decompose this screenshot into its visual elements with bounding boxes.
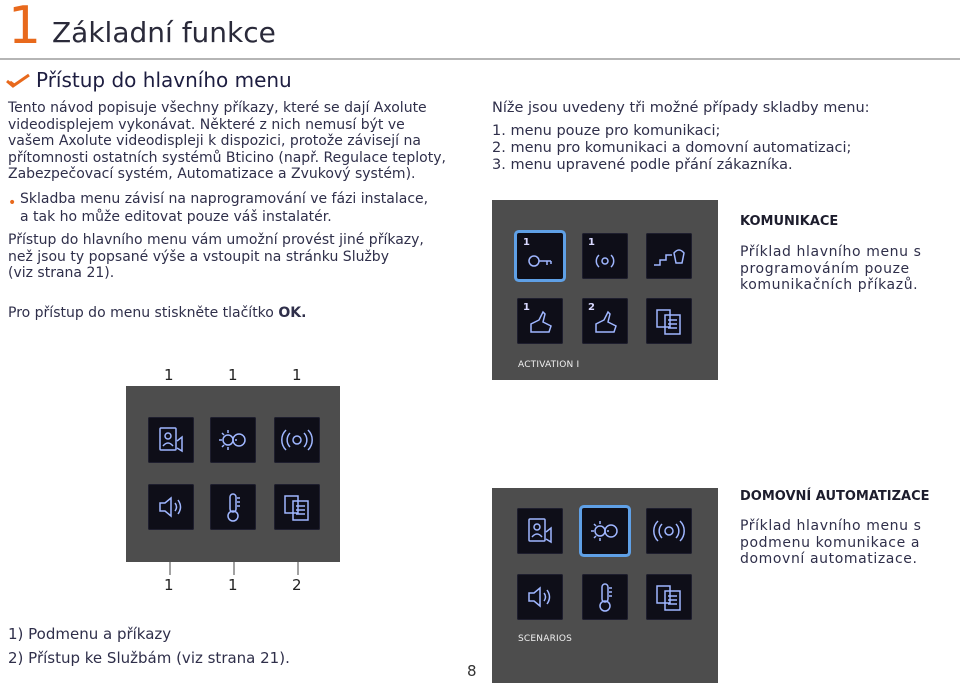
menu-tile-door-entry[interactable]: [517, 233, 563, 279]
callout-number: 2: [292, 576, 302, 594]
menu-tile-contacts[interactable]: [517, 508, 563, 554]
menu-tile-audio[interactable]: [517, 574, 563, 620]
tile-badge: 2: [588, 302, 595, 313]
ok-key: OK.: [278, 305, 307, 321]
tile-badge: 1: [523, 237, 530, 248]
chapter-number: 1: [8, 0, 42, 56]
tile-badge: 1: [588, 237, 595, 248]
hand-press-icon: [517, 298, 563, 344]
menu-panel-example: [126, 386, 340, 562]
box-line: Příklad hlavního menu s: [740, 518, 922, 534]
chapter-title: Základní funkce: [52, 16, 276, 49]
menu-tile-thermo[interactable]: [582, 574, 628, 620]
box-line: podmenu komunikace a: [740, 534, 921, 551]
box-line: programováním pouze: [740, 260, 910, 277]
tile-badge: 1: [523, 302, 530, 313]
menu-tile-services[interactable]: [646, 298, 692, 344]
menu-tile-audio[interactable]: [148, 484, 194, 530]
menu-case-item: 2. menu pro komunikaci a domovní automatizaci;: [492, 140, 852, 156]
menu-tile-services[interactable]: [274, 484, 320, 530]
orange-check-icon: [6, 72, 30, 88]
menu-tile-stairs-light[interactable]: [646, 233, 692, 279]
footnote: 2) Přístup ke Službám (viz strana 21).: [8, 649, 290, 667]
documents-icon: [646, 574, 692, 620]
callout-number: 1: [228, 366, 238, 384]
menu-tile-contacts[interactable]: [148, 417, 194, 463]
menu-tile-alarm[interactable]: [274, 417, 320, 463]
documents-icon: [646, 298, 692, 344]
speaker-icon: [148, 484, 194, 530]
menu-case-item: 3. menu upravené podle přání zákazníka.: [492, 157, 793, 173]
menu-tile-thermo[interactable]: [210, 484, 256, 530]
box-line: komunikačních příkazů.: [740, 277, 919, 293]
box-text: [740, 518, 955, 568]
page-number: 8: [467, 662, 477, 680]
hand-press-icon: [582, 298, 628, 344]
access-line: (viz strana 21).: [8, 265, 115, 281]
intro-line: Tento návod popisuje všechny příkazy, které se dají Axolute: [8, 100, 427, 116]
menu-tile-intercom[interactable]: [582, 233, 628, 279]
callout-number: 1: [292, 366, 302, 384]
alarm-sound-icon: [646, 508, 692, 554]
key-icon: [517, 233, 563, 279]
panel-caption: SCENARIOS: [518, 634, 573, 644]
bullet-line: a tak ho může editovat pouze váš instalatér.: [20, 209, 332, 225]
menu-tile-activation-2[interactable]: [582, 298, 628, 344]
access-line: Přístup do hlavního menu vám umožní provést jiné příkazy,: [8, 232, 424, 248]
menu-tile-lighting[interactable]: [582, 508, 628, 554]
box-line: Příklad hlavního menu s: [740, 244, 922, 260]
box-title: DOMOVNÍ AUTOMATIZACE: [740, 489, 930, 504]
intro-line: vašem Axolute videodispleji k dispozici, protože závisejí na: [8, 133, 421, 149]
documents-icon: [274, 484, 320, 530]
callout-number: 1: [164, 366, 174, 384]
ok-prefix: Pro přístup do menu stiskněte tlačítko: [8, 305, 279, 321]
access-line: než jsou ty popsané výše a vstoupit na stránku Služby: [8, 248, 389, 265]
stair-light-icon: [646, 233, 692, 279]
section-heading: [6, 68, 292, 92]
bullet-dot-icon: •: [8, 195, 17, 211]
section-title: Přístup do hlavního menu: [36, 68, 292, 92]
menu-tile-lighting[interactable]: [210, 417, 256, 463]
menu-tile-alarm[interactable]: [646, 508, 692, 554]
callout-number: 1: [228, 576, 238, 594]
speaker-icon: [517, 574, 563, 620]
menu-tile-activation-1[interactable]: [517, 298, 563, 344]
light-scene-icon: [582, 508, 628, 554]
footnote: 1) Podmenu a příkazy: [8, 625, 172, 643]
bullet-line: Skladba menu závisí na naprogramování ve fázi instalace,: [20, 191, 429, 207]
right-intro: [492, 100, 952, 174]
header-rule: [0, 58, 960, 60]
contact-card-icon: [148, 417, 194, 463]
home-automation-menu-panel: [492, 488, 718, 683]
access-paragraph: [8, 232, 478, 282]
menu-case-item: 1. menu pouze pro komunikaci;: [492, 123, 721, 139]
footnotes: [8, 622, 290, 670]
thermometer-icon: [582, 574, 628, 620]
ok-instruction: [8, 305, 306, 322]
intro-line: přítomnosti ostatních systémů Bticino (např. Regulace teploty,: [8, 149, 446, 166]
bullet-note: [8, 190, 428, 226]
intercom-sound-icon: [582, 233, 628, 279]
intro-line: Zabezpečovací systém, Automatizace a Zvukový systém).: [8, 166, 416, 182]
right-intro-line: Níže jsou uvedeny tři možné případy skladby menu:: [492, 100, 870, 116]
thermometer-icon: [210, 484, 256, 530]
box-text: [740, 244, 955, 294]
alarm-sound-icon: [274, 417, 320, 463]
menu-tile-services[interactable]: [646, 574, 692, 620]
panel-caption: ACTIVATION I: [518, 360, 580, 370]
light-scene-icon: [210, 417, 256, 463]
box-line: domovní automatizace.: [740, 551, 918, 567]
box-title: KOMUNIKACE: [740, 214, 839, 229]
intro-paragraph: [8, 100, 478, 183]
communication-menu-panel: [492, 200, 718, 380]
intro-line: videodisplejem vykonávat. Některé z nich nemusí být ve: [8, 116, 405, 133]
callout-number: 1: [164, 576, 174, 594]
contact-card-icon: [517, 508, 563, 554]
